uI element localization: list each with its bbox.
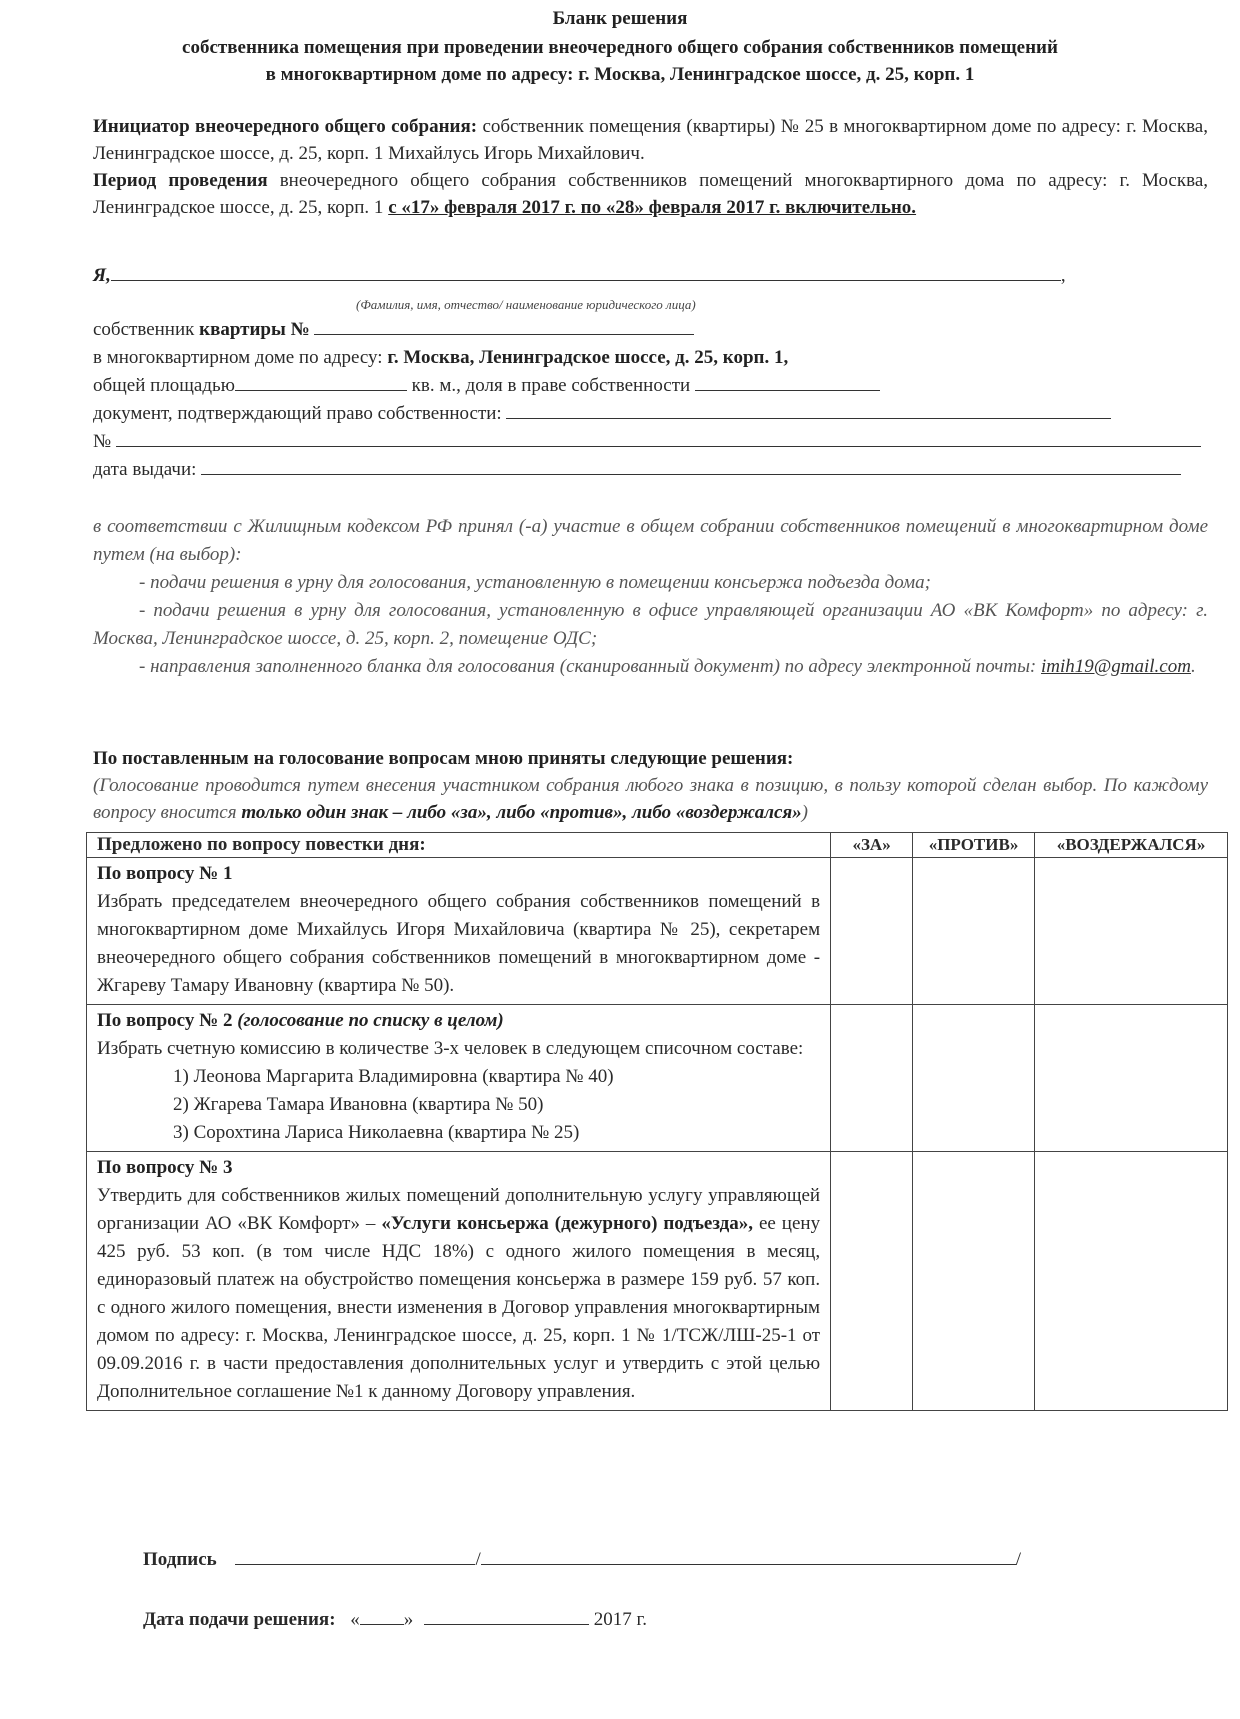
header-against: «ПРОТИВ» (913, 833, 1035, 858)
question-3-title: По вопросу № 3 (97, 1157, 233, 1178)
question-1-title: По вопросу № 1 (97, 863, 233, 884)
signature-slash: / (475, 1549, 481, 1570)
q3-vote-abstain[interactable] (1035, 1152, 1228, 1411)
period-dates: с «17» февраля 2017 г. по «28» февраля 2017 г. включительно. (388, 197, 917, 218)
date-quote-open: « (350, 1609, 360, 1630)
date-quote-close: » (403, 1609, 414, 1630)
participation-text: в соответствии с Жилищным кодексом РФ принял (-а) участие в общем собрании собственников помещений в многоквартирном доме путем (на выбор): (93, 516, 1208, 565)
q1-vote-for[interactable] (831, 858, 913, 1005)
decisions-note-end: ) (801, 802, 808, 823)
decisions-note (93, 772, 1208, 826)
initiator-text: собственник помещения (квартиры) № 25 в многоквартирном доме по адресу: г. Москва, Ленинградское шоссе, д. 25, корп. 1 Михайлусь Игорь Михайлович. (93, 116, 1208, 164)
q2-vote-abstain[interactable] (1035, 1005, 1228, 1152)
submission-date-label: Дата подачи решения: (143, 1609, 336, 1630)
decisions-note-text: (Голосование проводится путем внесения участником собрания любого знака в позицию, в пользу которой сделан выбор. По каждому вопросу вносится (93, 775, 1208, 823)
document-number-field[interactable] (116, 430, 1201, 447)
q3-vote-for[interactable] (831, 1152, 913, 1411)
issue-date-row (93, 458, 1181, 482)
email-period: . (1190, 656, 1196, 677)
submission-month-field[interactable] (424, 1608, 589, 1625)
commission-member: 1) Леонова Маргарита Владимировна (квартира № 40) (173, 1066, 614, 1087)
form-subtitle-2: в многоквартирном доме по адресу: г. Москва, Ленинградское шоссе, д. 25, корп. 1 (265, 64, 975, 85)
question-2-title: По вопросу № 2 (97, 1010, 233, 1031)
submission-date-row (143, 1608, 647, 1631)
owner-name-caption: (Фамилия, имя, отчество/ наименование юридического лица) (356, 297, 696, 312)
participation-paragraph (93, 513, 1208, 681)
area-unit: кв. м., доля в праве собственности (406, 375, 695, 396)
apartment-label: квартиры № (199, 319, 310, 340)
signature-field[interactable] (235, 1548, 475, 1565)
area-row (93, 374, 880, 398)
question-2-cell (87, 1005, 831, 1152)
question-3-text-a: Утвердить для собственников жилых помещений дополнительную услугу управляющей организации АО «ВК Комфорт» – (97, 1185, 821, 1234)
address-row (93, 346, 788, 370)
q1-vote-against[interactable] (913, 858, 1035, 1005)
question-3-service: «Услуги консьержа (дежурного) подъезда», (381, 1213, 754, 1234)
issue-date-field[interactable] (201, 458, 1181, 475)
ya-label: Я, (93, 265, 111, 286)
question-2-note: (голосование по списку в целом) (232, 1010, 504, 1031)
address-value: г. Москва, Ленинградское шоссе, д. 25, корп. 1, (387, 347, 789, 368)
option-email: - направления заполненного бланка для голосования (сканированный документ) по адресу электронной почты: (139, 656, 1042, 677)
table-row-q3 (87, 1152, 1228, 1411)
form-title: Бланк решения (552, 8, 688, 29)
header-for: «ЗА» (831, 833, 913, 858)
owner-name-comma: , (1060, 265, 1066, 286)
email-link[interactable]: imih19@gmail.com (1041, 656, 1191, 677)
signature-row (143, 1548, 1021, 1571)
issue-date-label: дата выдачи: (93, 459, 202, 480)
option-urn-office: - подачи решения в урну для голосования, установленную в офисе управляющей организации АО «ВК Комфорт» по адресу: г. Москва, Ленинградское шоссе, д. 25, корп. 2, помещение ОДС; (93, 600, 1208, 649)
commission-member: 2) Жгарева Тамара Ивановна (квартира № 50) (173, 1094, 544, 1115)
table-row-q2 (87, 1005, 1228, 1152)
submission-day-field[interactable] (360, 1608, 404, 1625)
area-field[interactable] (235, 374, 407, 391)
signature-name-field[interactable] (481, 1548, 1016, 1565)
period-text: внеочередного общего собрания собственников помещений многоквартирного дома по адресу: г. Москва, Ленинградское шоссе, д. 25, корп. 1 (93, 170, 1209, 218)
commission-member: 3) Сорохтина Лариса Николаевна (квартира № 25) (173, 1122, 580, 1143)
initiator-label: Инициатор внеочередного общего собрания: (93, 116, 478, 137)
decisions-note-bold: только один знак – либо «за», либо «против», либо «воздержался» (241, 802, 802, 823)
document-field[interactable] (506, 402, 1111, 419)
share-field[interactable] (695, 374, 880, 391)
table-row-q1 (87, 858, 1228, 1005)
question-3-cell (87, 1152, 831, 1411)
document-number-row (93, 430, 1201, 454)
q1-vote-abstain[interactable] (1035, 858, 1228, 1005)
apartment-prefix: собственник (93, 319, 200, 340)
question-2-text: Избрать счетную комиссию в количестве 3-х человек в следующем списочном составе: (97, 1038, 804, 1059)
submission-year: 2017 г. (589, 1609, 647, 1630)
document-number-label: № (93, 431, 116, 452)
table-header-row (87, 833, 1228, 858)
document-label: документ, подтверждающий право собственности: (93, 403, 507, 424)
voting-table (86, 832, 1228, 1411)
apartment-row (93, 318, 694, 342)
owner-name-row (93, 264, 1066, 288)
q3-vote-against[interactable] (913, 1152, 1035, 1411)
question-1-text: Избрать председателем внеочередного общего собрания собственников помещений в многоквартирном доме Михайлусь Игоря Михайловича (квартира № 25), секретарем внеочередного общего собрания собственников помещений в многоквартирном доме - Жгареву Тамару Ивановну (квартира № 50). (97, 891, 821, 996)
area-label: общей площадью (93, 375, 235, 396)
option-urn-concierge: - подачи решения в урну для голосования, установленную в помещении консьержа подъезда дома; (139, 572, 931, 593)
header-agenda: Предложено по вопросу повестки дня: (87, 833, 831, 858)
period-label: Период проведения (93, 170, 268, 191)
question-1-cell (87, 858, 831, 1005)
form-subtitle-1: собственника помещения при проведении внеочередного общего собрания собственников помещений (182, 37, 1058, 58)
decisions-heading: По поставленным на голосование вопросам мною приняты следующие решения: (93, 748, 794, 769)
question-3-text-b: ее цену 425 руб. 53 коп. (в том числе НДС 18%) с одного жилого помещения в месяц, единоразовый платеж на обустройство помещения консьержа в размере 159 руб. 57 коп. с одного жилого помещения, внести изменения в Договор управления многоквартирным домом по адресу: г. Москва, Ленинградское шоссе, д. 25, корп. 1 № 1/ТСЖ/ЛШ-25-1 от 09.09.2016 г. в части предоставления дополнительных услуг и утвердить с этой целью Дополнительное соглашение №1 к данному Договору управления. (97, 1213, 821, 1402)
signature-label: Подпись (143, 1549, 217, 1570)
owner-name-field[interactable] (111, 264, 1061, 281)
signature-slash-end: / (1015, 1549, 1022, 1570)
q2-vote-against[interactable] (913, 1005, 1035, 1152)
address-prefix: в многоквартирном доме по адресу: (93, 347, 388, 368)
q2-vote-for[interactable] (831, 1005, 913, 1152)
apartment-number-field[interactable] (314, 318, 694, 335)
initiator-paragraph (93, 113, 1208, 221)
document-row (93, 402, 1111, 426)
header-abstain: «ВОЗДЕРЖАЛСЯ» (1035, 833, 1228, 858)
